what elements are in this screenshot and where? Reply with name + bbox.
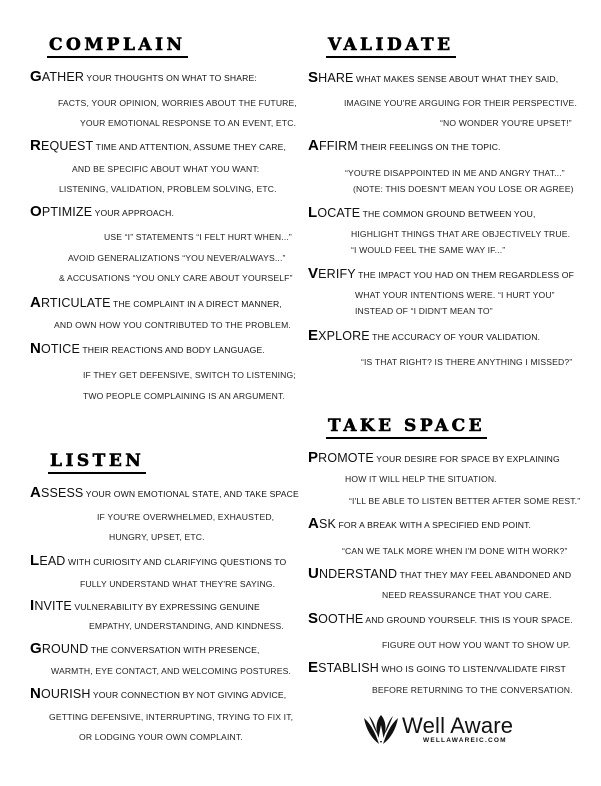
listen-nourish-detail-2: OR LODGING YOUR OWN COMPLAINT. (79, 732, 243, 742)
complain-title: COMPLAIN (47, 36, 188, 58)
listen-ground-detail-1: WARMTH, EYE CONTACT, AND WELCOMING POSTURES. (51, 666, 292, 676)
validate-locate-detail-1: HIGHLIGHT THINGS THAT ARE OBJECTIVELY TRUE. (351, 229, 571, 239)
complain-request-detail-1: AND BE SPECIFIC ABOUT WHAT YOU WANT: (72, 164, 260, 174)
complain-optimize-detail-3: & ACCUSATIONS “YOU ONLY CARE ABOUT YOURSELF” (59, 273, 293, 283)
complain-optimize-detail-2: AVOID GENERALIZATIONS “YOU NEVER/ALWAYS...” (68, 253, 286, 263)
validate-share-detail-1: IMAGINE YOU'RE ARGUING FOR THEIR PERSPECTIVE. (344, 98, 577, 108)
complain-request-detail-2: LISTENING, VALIDATION, PROBLEM SOLVING, ETC. (59, 184, 277, 194)
complain-gather-detail-2: YOUR EMOTIONAL RESPONSE TO AN EVENT, ETC. (80, 118, 297, 128)
take-space-understand: UNDERSTAND THAT THEY MAY FEEL ABANDONED AND (308, 565, 572, 582)
validate-share: SHARE WHAT MAKES SENSE ABOUT WHAT THEY SAID, (308, 69, 559, 86)
take-space-establish: ESTABLISH WHO IS GOING TO LISTEN/VALIDATE FIRST (308, 659, 566, 676)
listen-invite-detail-1: EMPATHY, UNDERSTANDING, AND KINDNESS. (89, 621, 284, 631)
complain-gather: GATHER YOUR THOUGHTS ON WHAT TO SHARE: (30, 68, 257, 85)
take-space-understand-detail-1: NEED REASSURANCE THAT YOU CARE. (382, 590, 552, 600)
take-space-promote-detail-2: “I'LL BE ABLE TO LISTEN BETTER AFTER SOME REST.” (349, 496, 581, 506)
complain-optimize-detail-1: USE “I” STATEMENTS “I FELT HURT WHEN...” (104, 232, 292, 242)
validate-title: VALIDATE (326, 36, 456, 58)
validate-verify-detail-2: INSTEAD OF “I DIDN'T MEAN TO” (355, 306, 493, 316)
take-space-promote-detail-1: HOW IT WILL HELP THE SITUATION. (345, 474, 497, 484)
listen-nourish: NOURISH YOUR CONNECTION BY NOT GIVING ADVICE, (30, 685, 287, 702)
take-space-soothe: SOOTHE AND GROUND YOURSELF. THIS IS YOUR SPACE. (308, 610, 573, 627)
take-space-soothe-detail-1: FIGURE OUT HOW YOU WANT TO SHOW UP. (382, 640, 571, 650)
validate-locate-detail-2: “I WOULD FEEL THE SAME WAY IF...” (351, 245, 506, 255)
lotus-icon (362, 713, 400, 747)
logo-url: WELLAWAREIC.COM (423, 737, 507, 744)
take-space-title: TAKE SPACE (326, 417, 487, 439)
validate-affirm-detail-2: (NOTE: THIS DOESN'T MEAN YOU LOSE OR AGREE) (353, 184, 574, 194)
listen-ground: GROUND THE CONVERSATION WITH PRESENCE, (30, 640, 260, 657)
validate-explore-detail-1: “IS THAT RIGHT? IS THERE ANYTHING I MISSED?” (361, 357, 573, 367)
complain-optimize: OPTIMIZE YOUR APPROACH. (30, 203, 175, 220)
listen-title: LISTEN (48, 452, 146, 474)
take-space-ask: ASK FOR A BREAK WITH A SPECIFIED END POINT. (308, 515, 532, 532)
listen-lead: LEAD WITH CURIOSITY AND CLARIFYING QUESTIONS TO (30, 552, 287, 569)
listen-lead-detail-1: FULLY UNDERSTAND WHAT THEY'RE SAYING. (80, 579, 276, 589)
complain-notice: NOTICE THEIR REACTIONS AND BODY LANGUAGE. (30, 340, 265, 357)
take-space-establish-detail-1: BEFORE RETURNING TO THE CONVERSATION. (372, 685, 573, 695)
validate-share-detail-2: “NO WONDER YOU'RE UPSET!” (440, 118, 572, 128)
validate-affirm-detail-1: “YOU'RE DISAPPOINTED IN ME AND ANGRY THAT...” (345, 168, 565, 178)
validate-verify: VERIFY THE IMPACT YOU HAD ON THEM REGARDLESS OF (308, 265, 575, 282)
listen-assess-detail-1: IF YOU'RE OVERWHELMED, EXHAUSTED, (97, 512, 275, 522)
complain-gather-detail-1: FACTS, YOUR OPINION, WORRIES ABOUT THE FUTURE, (58, 98, 297, 108)
take-space-ask-detail-1: “CAN WE TALK MORE WHEN I'M DONE WITH WORK?” (342, 546, 568, 556)
validate-explore: EXPLORE THE ACCURACY OF YOUR VALIDATION. (308, 327, 541, 344)
complain-articulate: ARTICULATE THE COMPLAINT IN A DIRECT MANNER, (30, 294, 282, 311)
complain-notice-detail-1: IF THEY GET DEFENSIVE, SWITCH TO LISTENING; (83, 370, 296, 380)
listen-invite: INVITE VULNERABILITY BY EXPRESSING GENUINE (30, 597, 260, 614)
complain-request: REQUEST TIME AND ATTENTION, ASSUME THEY CARE, (30, 137, 287, 154)
complain-notice-detail-2: TWO PEOPLE COMPLAINING IS AN ARGUMENT. (83, 391, 285, 401)
listen-assess-detail-2: HUNGRY, UPSET, ETC. (109, 532, 205, 542)
validate-verify-detail-1: WHAT YOUR INTENTIONS WERE. “I HURT YOU” (355, 290, 555, 300)
well-aware-logo (362, 713, 532, 749)
validate-locate: LOCATE THE COMMON GROUND BETWEEN YOU, (308, 204, 536, 221)
take-space-promote: PROMOTE YOUR DESIRE FOR SPACE BY EXPLAINING (308, 449, 560, 466)
validate-affirm: AFFIRM THEIR FEELINGS ON THE TOPIC. (308, 137, 501, 154)
complain-articulate-detail-1: AND OWN HOW YOU CONTRIBUTED TO THE PROBLEM. (54, 320, 291, 330)
listen-nourish-detail-1: GETTING DEFENSIVE, INTERRUPTING, TRYING TO FIX IT, (49, 712, 294, 722)
logo-name: Well Aware (402, 713, 514, 738)
listen-assess: ASSESS YOUR OWN EMOTIONAL STATE, AND TAKE SPACE (30, 484, 299, 501)
